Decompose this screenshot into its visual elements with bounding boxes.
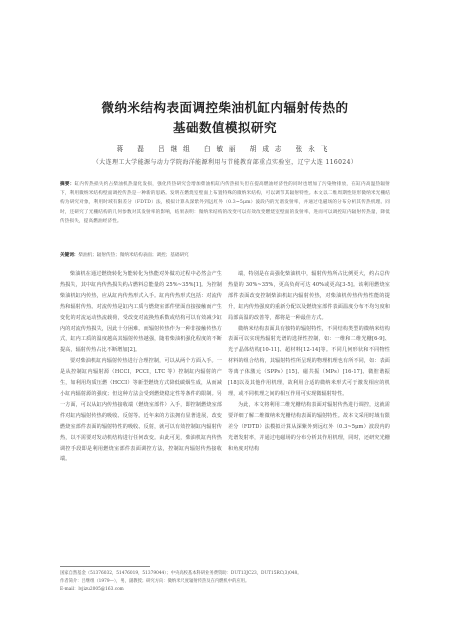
body-column-left (60, 269, 222, 465)
author-list: 蒋 磊 吕继组 白敏丽 胡成志 张永飞 (116, 145, 334, 153)
abstract-label: 摘要： (60, 182, 75, 187)
body-paragraph: 为此，本文将利用二维光栅结构表面对辐射传热进行调控，这就需要详细了解二维微纳米光栅结构表面的辐射特性。故本文采用时域有限差分（FDTD）法模拟计算从深紫外到远红外（0.3~5μm）波段内的光谱发射率，并通过电磁场的分布分析其作用机理，同时，还研究光栅和角度对结构 (228, 401, 390, 452)
affiliation: （大连理工大学能源与动力学院海洋能源利用与节能教育部重点实验室，辽宁大连 116024） (92, 159, 358, 166)
footnote-divider (60, 566, 150, 567)
paper-title-line1: 微纳米结构表面调控柴油机缸内辐射传热的 (101, 100, 349, 115)
footnote-author-bio: 作者简介：吕继组（1979—），男，副教授；研究方向：微纳米尺度辐射传热及在内燃机中的应用。 (60, 579, 250, 584)
abstract-block (60, 180, 390, 226)
body-paragraph: 端，特别是在高强化柴油机中，辐射传热所占比例更大，约占总传热量的 30%~35%，更高负荷可达 40%或更高[3-5]。该利用燃烧室部件表面改变控制柴油机缸内辐射传热，对柴油机传热传热性能的提升，缸内传热强度的重新分配以及燃烧室部件表面温度分布不均匀度和局部高温的改善等，都将是一种最佳方式。 (228, 271, 390, 321)
keywords-text: 柴油机；辐射传热；微纳米结构表面；调控；基础研究 (78, 253, 189, 258)
body-paragraph: 要对柴油机缸内辐射传热进行合理控制，可以从两个方面入手。一是从控制缸内辐射源（HCCI，PCCI，LTC 等）控制缸内辐射的产生，如利用均质压燃（HCCI）等新型燃烧方式降低碳烟生成，从而减小缸内辐射源的强度；但这种方法会受到燃烧稳定性等条件的限制。另一方面，可以从缸内传热接收端（燃烧室部件）入手，即控制燃烧室部件对缸内辐射传热的吸收、反射等。近年来的方法拥有显著进展，改变燃烧室部件表面的辐射特性的吸收、反射，就可以有效控制缸内辐射传热，以不需要对发动机结构进行任何改变。由此可见，柴油机缸内传热调控手段即是利用燃烧室部件表面调控方法，控制缸内辐射传热接收端。 (60, 358, 222, 463)
keywords-label: 关键词： (60, 253, 79, 258)
footnote-funding: 国家自然基金（51376032，51476019，51379044）；中央高校基本科研业务费资助：DUT13JC23，DUT15RC(3)048。 (60, 571, 302, 576)
body-paragraph: 柴油机在通过燃烧转化为能转化为热能对外做功过程中必然会产生热损失，其中缸内传热损失约占燃料总能量的 25%~35%[1]。为控制柴油机缸内传热，应从缸内传热形式入手。缸内传热形式包括：对流传热和辐射传热。对流传热是缸内工质与燃烧室部件壁面直接接触而产生变化的对流运动热流载荷，受改变对流换热系数或结构可以有效减少缸内的对流传热损失，因此十分困难。而辐射传热作为一种非接触传热方式，缸内工质的温度越高其辐射传热越强，随着柴油机强化程度的不断提高，辐射传热占比不断增加[2]。 (60, 271, 222, 354)
body-paragraph: 微纳米结构表面具有独特的辐射特性，不同结构类型的微纳米结构表面可以实现热辐射光谱的选择性控制，如：一维和二维光栅[6-9]、光子晶体结构[10-11]、超材料[12-14]等。不同几何形状和不同物性材料的组合结构，其辐射特性所呈现的物理机理也有所不同，如：表面等离子体激元（SPPs）[15]、磁共振（MPs）[16-17]、微腔谐振[18]以及其他作用机理，故利用合适的微纳米形式可于激发相应的机理，或不同机理之间的相互作用可实现微辐射特性。 (228, 325, 390, 397)
keywords-block (60, 252, 390, 258)
abstract-text: 缸内传热损失约占柴油机热量化发损，强化传热研究会增加柴油机缸内传热损失但在提高燃油经济性的同时也增加了污染物排放，在缸内高温热辐射下，利用微纳米结构壁面调控传热是一种新的思路。发明在燃烧室壁面上布置特殊的微纳米结构，可以调节其辐射特性。本文以二维周期性矩形微纳米光栅结构为研究对象，利用时域有限差分（FDTD）法，模拟计算从深紫外到远红外（0.3~5μm）波段内的光谱发射率，并通过电磁场的分布分析其传热机理。同时，还研究了光栅结构的几何参数对其发射率的影响，结果表明：微纳米结构的改变可以有效改变燃烧室壁面的发射率，进而可以调控缸内辐射传热量，降低传热损失，提高燃油经济性。 (60, 182, 391, 224)
footnote-email: E-mail：lvjizu2005@163.com (60, 587, 124, 592)
body-column-right (228, 269, 390, 454)
paper-title-line2: 基础数值模拟研究 (172, 120, 277, 135)
